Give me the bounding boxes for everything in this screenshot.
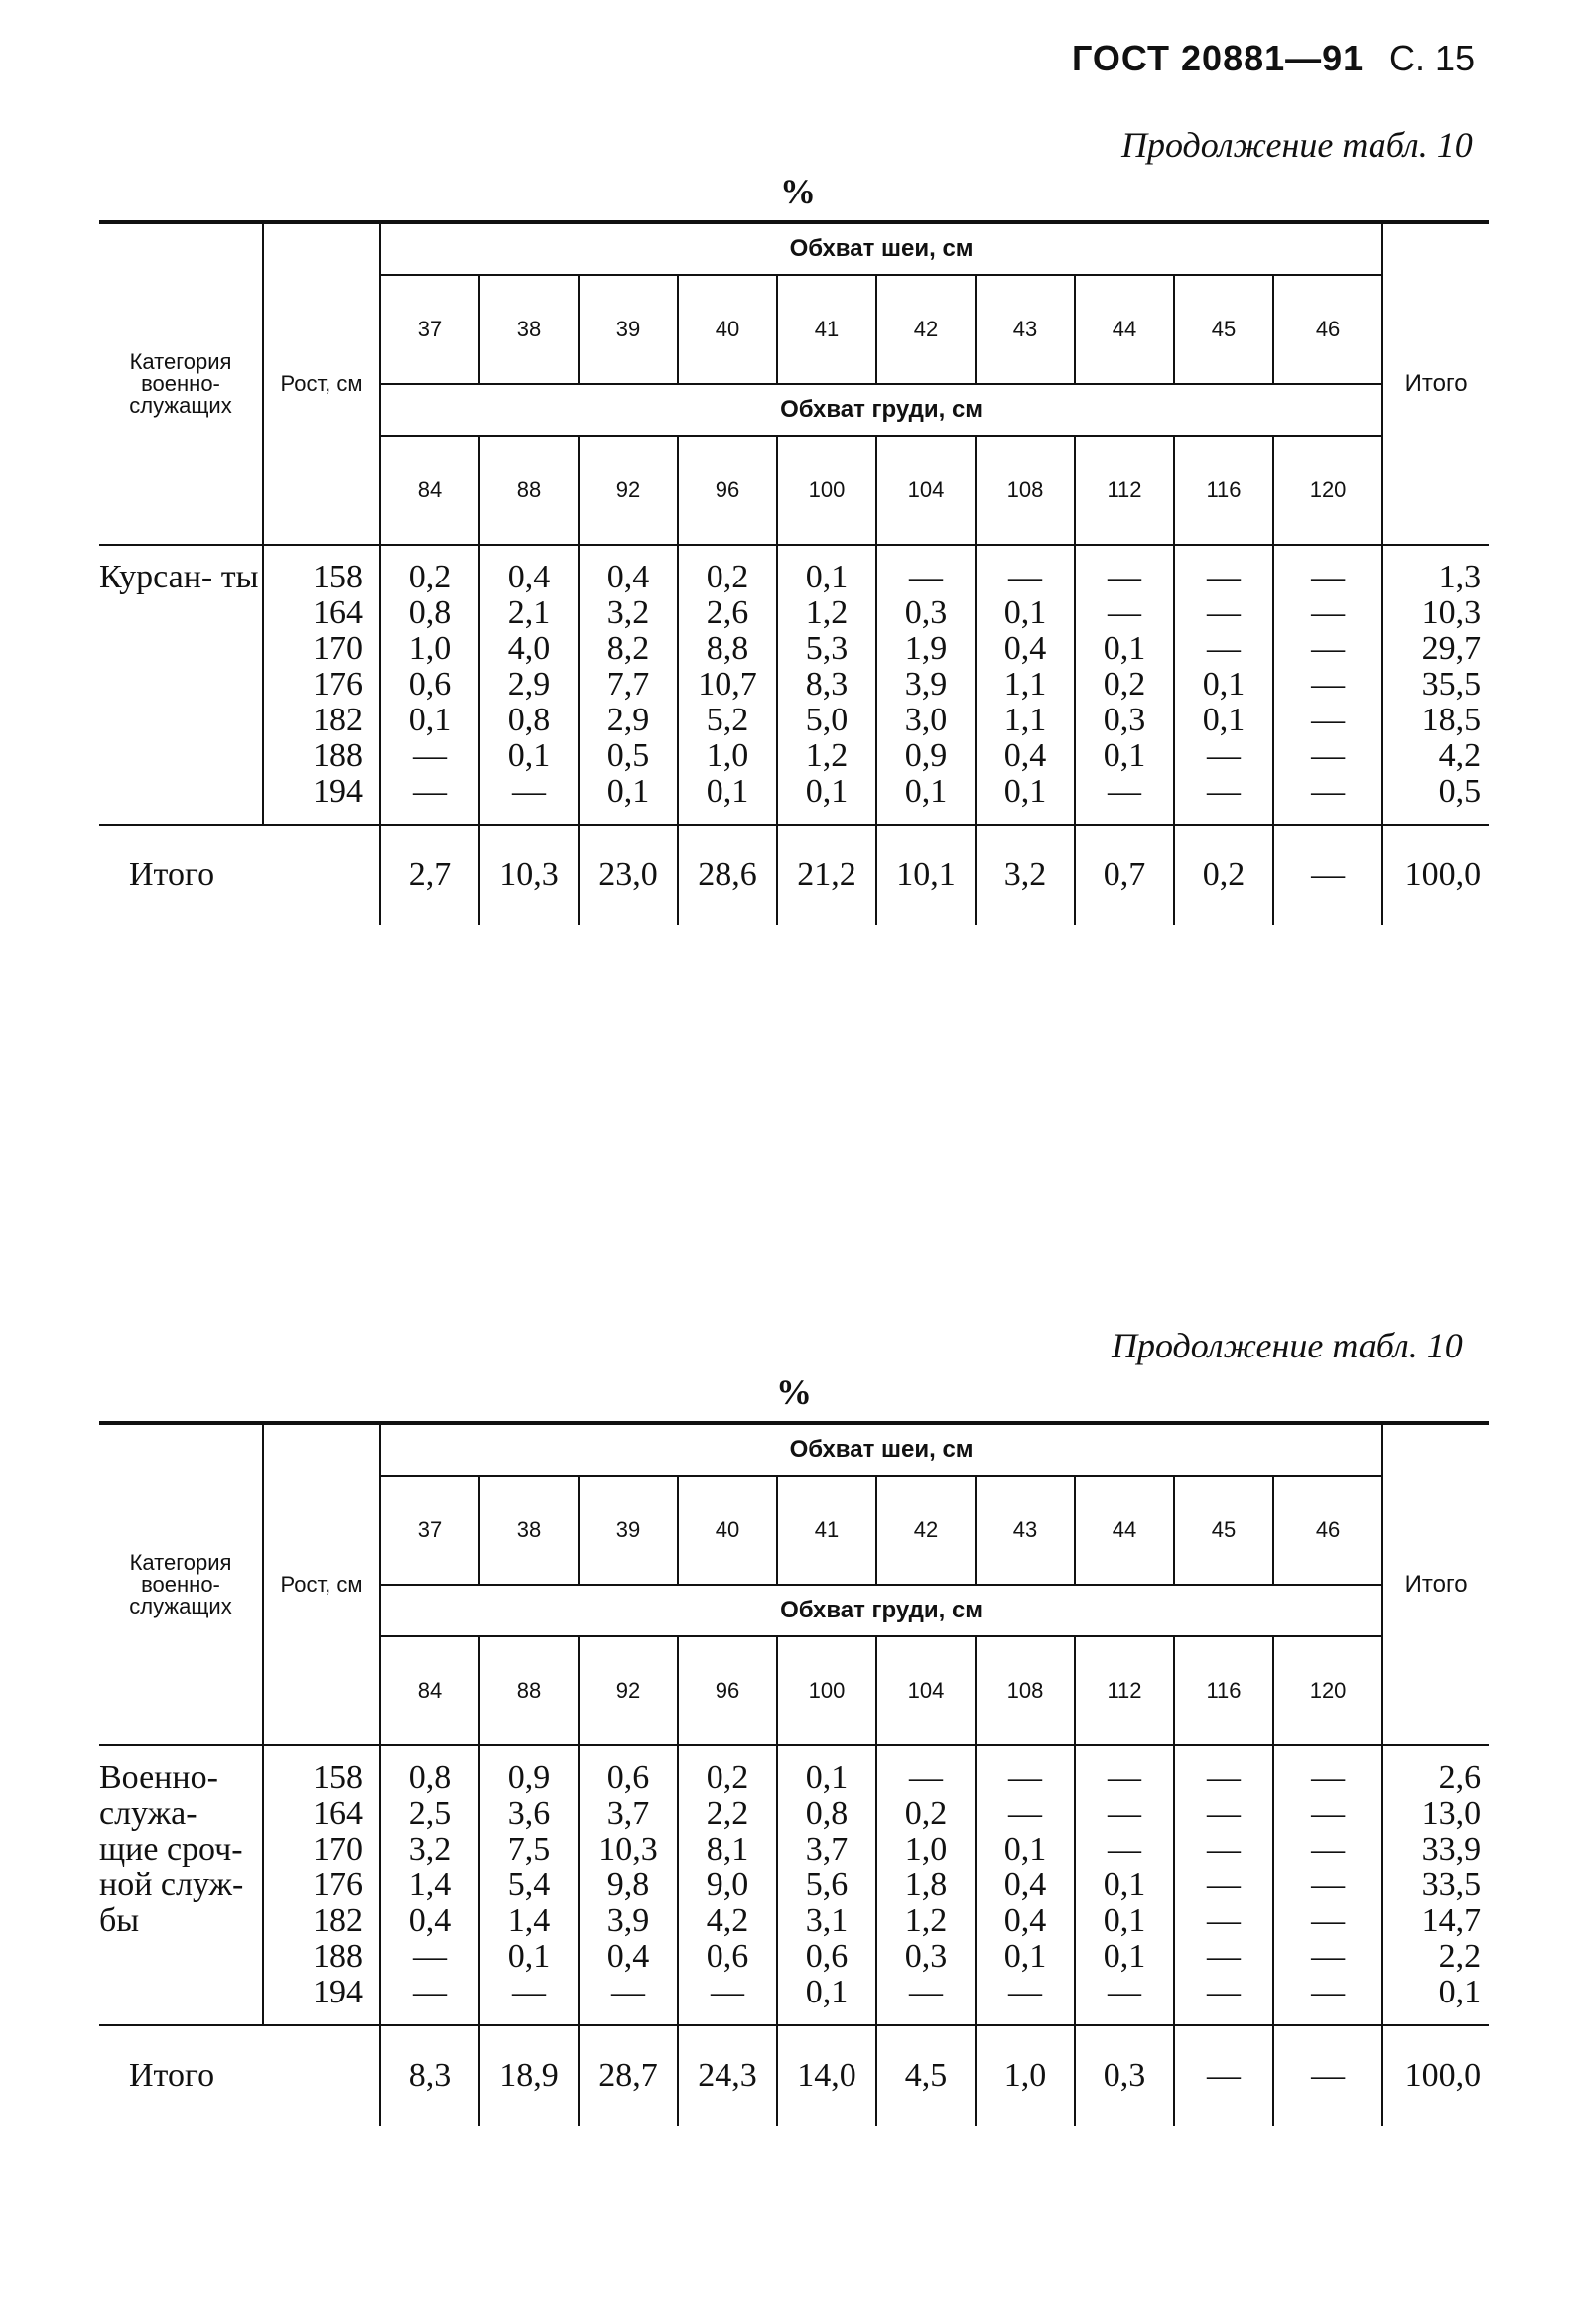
data-cell: 3,2 [408, 1831, 452, 1868]
data-cell: 3,6 [507, 1795, 551, 1832]
data-cell: — [1207, 630, 1241, 667]
data-cell: 0,1 [1103, 630, 1146, 667]
data-cell: 0,1 [507, 737, 551, 774]
data-cell: 0,1 [706, 773, 749, 810]
data-cell: 0,3 [904, 1938, 948, 1975]
total-label: Итого [99, 825, 380, 925]
data-cell: 0,4 [606, 559, 650, 595]
data-cell: 8,1 [706, 1831, 749, 1868]
data-cell: 0,4 [606, 1938, 650, 1975]
data-cell: 1,2 [805, 594, 849, 631]
data-cell: 1,0 [706, 737, 749, 774]
column-total: 18,9 [479, 2025, 579, 2126]
data-cell: 0,1 [1003, 1831, 1047, 1868]
data-cell: — [1311, 773, 1346, 810]
data-cell: 2,9 [606, 702, 650, 738]
column-total: — [1174, 2025, 1273, 2126]
data-column [579, 545, 678, 825]
data-column [1174, 545, 1273, 825]
data-cell: 1,2 [805, 737, 849, 774]
neck-size: 39 [579, 275, 678, 384]
data-cell: — [1008, 1974, 1042, 2010]
column-total: 0,2 [1174, 825, 1273, 925]
data-column [876, 1745, 976, 2025]
row-total: 33,9 [1421, 1831, 1482, 1868]
chest-size: 120 [1309, 477, 1347, 502]
chest-size: 92 [579, 1636, 678, 1745]
column-total: 2,7 [380, 825, 479, 925]
data-cell: 0,1 [1103, 1867, 1146, 1903]
neck-size: 42 [876, 275, 976, 384]
chest-size: 112 [1075, 436, 1174, 545]
data-cell: 1,8 [904, 1867, 948, 1903]
data-cell: 1,4 [408, 1867, 452, 1903]
data-column [1174, 1745, 1273, 2025]
chest-size: 108 [976, 436, 1075, 545]
data-cell: — [909, 1974, 943, 2010]
data-cell: — [1207, 1831, 1241, 1868]
neck-size: 38 [479, 275, 579, 384]
data-cell: 0,8 [507, 702, 551, 738]
data-cell: 5,4 [507, 1867, 551, 1903]
data-cell: — [1008, 1795, 1042, 1832]
row-total: 29,7 [1421, 630, 1482, 667]
column-total: 0,3 [1075, 2025, 1174, 2126]
data-cell: — [1207, 559, 1241, 595]
data-cell: 9,8 [606, 1867, 650, 1903]
rost-value: 188 [313, 1938, 363, 1975]
data-cell: — [1207, 1867, 1241, 1903]
data-cell: 3,2 [606, 594, 650, 631]
data-column [876, 545, 976, 825]
rost-value: 170 [313, 1831, 363, 1868]
data-cell: — [1108, 1974, 1141, 2010]
data-cell: — [1008, 1759, 1042, 1796]
data-cell: 7,5 [507, 1831, 551, 1868]
chest-size: 88 [479, 1636, 579, 1745]
data-cell: — [909, 559, 943, 595]
data-cell: 2,6 [706, 594, 749, 631]
column-total: 28,6 [678, 825, 777, 925]
data-cell: 4,2 [706, 1902, 749, 1939]
data-cell: — [413, 1938, 447, 1975]
data-cell: 5,3 [805, 630, 849, 667]
data-cell: 1,1 [1003, 702, 1047, 738]
data-cell: 5,0 [805, 702, 849, 738]
data-column [579, 1745, 678, 2025]
chest-size: 116 [1174, 1636, 1273, 1745]
header-chest-group: Обхват груди, см [380, 1585, 1382, 1636]
row-total: 0,1 [1438, 1974, 1482, 2010]
rost-column [263, 1745, 380, 2025]
data-cell: 3,1 [805, 1902, 849, 1939]
data-cell: 0,1 [805, 1759, 849, 1796]
neck-size: 40 [678, 275, 777, 384]
data-cell: — [1207, 1759, 1241, 1796]
header-rost: Рост, см [263, 1423, 380, 1745]
rost-value: 158 [313, 559, 363, 595]
data-column [678, 1745, 777, 2025]
data-cell: 0,6 [408, 666, 452, 703]
row-total: 33,5 [1421, 1867, 1482, 1903]
neck-size: 40 [678, 1476, 777, 1585]
data-cell: 0,1 [1003, 594, 1047, 631]
chest-size: 104 [876, 1636, 976, 1745]
data-cell: 0,1 [805, 773, 849, 810]
grand-total: 100,0 [1382, 825, 1489, 925]
data-cell: — [512, 773, 546, 810]
data-cell: 0,5 [606, 737, 650, 774]
percent-sign-1: % [780, 172, 816, 211]
data-cell: — [413, 773, 447, 810]
row-total: 2,2 [1438, 1938, 1482, 1975]
column-total: 21,2 [777, 825, 876, 925]
column-total: 24,3 [678, 2025, 777, 2126]
data-cell: 8,3 [805, 666, 849, 703]
column-total: 0,7 [1075, 825, 1174, 925]
neck-size: 45 [1174, 1476, 1273, 1585]
chest-size: 100 [777, 1636, 876, 1745]
grand-total: 100,0 [1382, 2025, 1489, 2126]
data-cell: — [1311, 1831, 1346, 1868]
data-cell: — [1108, 773, 1141, 810]
data-cell: 0,6 [805, 1938, 849, 1975]
header-neck-group: Обхват шеи, см [380, 1423, 1382, 1476]
data-cell: 0,3 [904, 594, 948, 631]
data-cell: — [1311, 559, 1346, 595]
neck-size: 44 [1075, 275, 1174, 384]
column-total: 28,7 [579, 2025, 678, 2126]
data-cell: 0,4 [1003, 737, 1047, 774]
rost-value: 182 [313, 1902, 363, 1939]
data-cell: — [1311, 1974, 1346, 2010]
data-cell: 0,1 [1103, 1902, 1146, 1939]
rost-value: 182 [313, 702, 363, 738]
rost-value: 188 [313, 737, 363, 774]
data-cell: 0,8 [408, 594, 452, 631]
data-column [479, 545, 579, 825]
page-number: С. 15 [1389, 38, 1476, 78]
data-cell: — [611, 1974, 645, 2010]
data-cell: — [1207, 773, 1241, 810]
data-cell: 0,3 [1103, 702, 1146, 738]
data-cell: — [1311, 1902, 1346, 1939]
data-column [1075, 545, 1174, 825]
data-cell: 0,1 [805, 1974, 849, 2010]
column-total: 10,3 [479, 825, 579, 925]
data-cell: — [1311, 1867, 1346, 1903]
data-cell: — [1207, 1938, 1241, 1975]
data-column [777, 545, 876, 825]
neck-size: 46 [1315, 1517, 1341, 1542]
row-total: 1,3 [1438, 559, 1482, 595]
data-cell: — [413, 1974, 447, 2010]
data-cell: — [1207, 737, 1241, 774]
row-total: 13,0 [1421, 1795, 1482, 1832]
data-column [1075, 1745, 1174, 2025]
data-cell: 0,4 [408, 1902, 452, 1939]
data-cell: 0,6 [606, 1759, 650, 1796]
data-cell: 0,4 [507, 559, 551, 595]
data-cell: — [1108, 1795, 1141, 1832]
column-total: 1,0 [976, 2025, 1075, 2126]
data-cell: 0,1 [1003, 773, 1047, 810]
data-cell: 0,9 [904, 737, 948, 774]
row-total: 10,3 [1421, 594, 1482, 631]
data-cell: 0,8 [408, 1759, 452, 1796]
chest-size: 96 [678, 436, 777, 545]
data-column [380, 1745, 479, 2025]
category-name: Военно- служа- щие сроч- ной служ- бы [99, 1745, 263, 2025]
data-cell: 0,1 [805, 559, 849, 595]
data-cell: 3,7 [606, 1795, 650, 1832]
data-cell: 3,9 [904, 666, 948, 703]
data-cell: — [1311, 630, 1346, 667]
data-cell: 3,9 [606, 1902, 650, 1939]
data-column [479, 1745, 579, 2025]
table-cadets [99, 220, 1489, 925]
data-cell: 5,6 [805, 1867, 849, 1903]
header-itogo: Итого [1382, 222, 1489, 545]
data-cell: 1,4 [507, 1902, 551, 1939]
data-column [976, 1745, 1075, 2025]
data-cell: — [1311, 666, 1346, 703]
column-total: 10,1 [876, 825, 976, 925]
data-cell: — [1311, 594, 1346, 631]
rost-value: 158 [313, 1759, 363, 1796]
header-category: Категория военно- служащих [99, 222, 263, 545]
row-total: 0,5 [1438, 773, 1482, 810]
continuation-caption-2: Продолжение табл. 10 [1112, 1326, 1463, 1365]
data-cell: — [1207, 1902, 1241, 1939]
data-cell: — [1207, 1974, 1241, 2010]
data-cell: 0,2 [904, 1795, 948, 1832]
data-cell: — [1311, 1759, 1346, 1796]
row-total: 2,6 [1438, 1759, 1482, 1796]
data-cell: 0,1 [606, 773, 650, 810]
continuation-caption-1: Продолжение табл. 10 [1121, 125, 1473, 165]
data-cell: — [1008, 559, 1042, 595]
row-total: 35,5 [1421, 666, 1482, 703]
data-column [380, 545, 479, 825]
data-cell: — [1108, 1831, 1141, 1868]
data-cell: — [1311, 702, 1346, 738]
data-cell: 0,4 [1003, 1867, 1047, 1903]
data-column [678, 545, 777, 825]
rost-value: 194 [313, 773, 363, 810]
data-cell: 0,1 [507, 1938, 551, 1975]
rost-value: 176 [313, 1867, 363, 1903]
data-cell: 3,0 [904, 702, 948, 738]
data-cell: — [1311, 1795, 1346, 1832]
chest-size: 104 [876, 436, 976, 545]
data-cell: — [1108, 594, 1141, 631]
data-cell: 2,9 [507, 666, 551, 703]
data-cell: — [1108, 1759, 1141, 1796]
data-cell: 0,1 [1003, 1938, 1047, 1975]
header-rost: Рост, см [263, 222, 380, 545]
data-cell: 0,2 [706, 559, 749, 595]
data-cell: — [1108, 559, 1141, 595]
data-cell: 10,3 [598, 1831, 658, 1868]
data-cell: — [1311, 737, 1346, 774]
neck-size: 42 [876, 1476, 976, 1585]
column-total: — [1273, 825, 1382, 925]
data-cell: 5,2 [706, 702, 749, 738]
percent-sign-2: % [776, 1372, 812, 1412]
data-cell: — [512, 1974, 546, 2010]
data-cell: 3,7 [805, 1831, 849, 1868]
data-cell: 7,7 [606, 666, 650, 703]
data-cell: 8,8 [706, 630, 749, 667]
row-total: 14,7 [1421, 1902, 1482, 1939]
row-totals-column [1382, 545, 1489, 825]
neck-size: 37 [380, 275, 479, 384]
data-cell: 4,0 [507, 630, 551, 667]
neck-size: 44 [1075, 1476, 1174, 1585]
neck-size: 39 [579, 1476, 678, 1585]
data-cell: — [1207, 1795, 1241, 1832]
data-cell: 9,0 [706, 1867, 749, 1903]
data-column [1273, 1745, 1382, 2025]
data-cell: 0,8 [805, 1795, 849, 1832]
data-cell: 0,1 [1103, 1938, 1146, 1975]
chest-size: 92 [579, 436, 678, 545]
chest-size: 120 [1309, 1678, 1347, 1703]
data-cell: 2,5 [408, 1795, 452, 1832]
chest-size: 100 [777, 436, 876, 545]
data-column [777, 1745, 876, 2025]
header-chest-group: Обхват груди, см [380, 384, 1382, 436]
data-column [976, 545, 1075, 825]
column-total: 14,0 [777, 2025, 876, 2126]
data-cell: 0,4 [1003, 1902, 1047, 1939]
chest-size: 96 [678, 1636, 777, 1745]
data-cell: — [711, 1974, 744, 2010]
data-cell: 1,2 [904, 1902, 948, 1939]
neck-size: 46 [1315, 317, 1341, 341]
neck-size: 43 [976, 1476, 1075, 1585]
rost-value: 194 [313, 1974, 363, 2010]
neck-size: 41 [777, 275, 876, 384]
data-cell: — [1311, 1938, 1346, 1975]
chest-size: 112 [1075, 1636, 1174, 1745]
data-cell: — [1207, 594, 1241, 631]
neck-size: 38 [479, 1476, 579, 1585]
column-total: 3,2 [976, 825, 1075, 925]
data-cell: 0,2 [706, 1759, 749, 1796]
rost-value: 170 [313, 630, 363, 667]
total-label: Итого [99, 2025, 380, 2126]
row-totals-column [1382, 1745, 1489, 2025]
neck-size: 45 [1174, 275, 1273, 384]
rost-column [263, 545, 380, 825]
data-cell: — [413, 737, 447, 774]
data-cell: 1,1 [1003, 666, 1047, 703]
data-cell: 0,2 [1103, 666, 1146, 703]
data-cell: 10,7 [698, 666, 757, 703]
data-column [1273, 545, 1382, 825]
header-category: Категория военно- служащих [99, 1423, 263, 1745]
column-total: 8,3 [380, 2025, 479, 2126]
chest-size: 88 [479, 436, 579, 545]
document-number: ГОСТ 20881—91 [1072, 38, 1365, 78]
data-cell: 1,0 [904, 1831, 948, 1868]
chest-size: 84 [380, 436, 479, 545]
column-total: — [1273, 2025, 1382, 2126]
data-cell: 0,9 [507, 1759, 551, 1796]
column-total: 23,0 [579, 825, 678, 925]
header-neck-group: Обхват шеи, см [380, 222, 1382, 275]
data-cell: 2,1 [507, 594, 551, 631]
row-total: 18,5 [1421, 702, 1482, 738]
data-cell: 0,4 [1003, 630, 1047, 667]
data-cell: 0,6 [706, 1938, 749, 1975]
row-total: 4,2 [1438, 737, 1482, 774]
data-cell: 0,1 [1202, 702, 1246, 738]
data-cell: 0,1 [408, 702, 452, 738]
data-cell: 0,2 [408, 559, 452, 595]
data-cell: 0,1 [1103, 737, 1146, 774]
rost-value: 176 [313, 666, 363, 703]
data-cell: 2,2 [706, 1795, 749, 1832]
rost-value: 164 [313, 594, 363, 631]
data-cell: 8,2 [606, 630, 650, 667]
data-cell: 1,9 [904, 630, 948, 667]
rost-value: 164 [313, 1795, 363, 1832]
column-total: 4,5 [876, 2025, 976, 2126]
neck-size: 41 [777, 1476, 876, 1585]
category-name: Курсан- ты [99, 545, 263, 825]
neck-size: 37 [380, 1476, 479, 1585]
chest-size: 108 [976, 1636, 1075, 1745]
data-cell: 0,1 [1202, 666, 1246, 703]
data-cell: 1,0 [408, 630, 452, 667]
chest-size: 84 [380, 1636, 479, 1745]
data-cell: 0,1 [904, 773, 948, 810]
header-itogo: Итого [1382, 1423, 1489, 1745]
table-conscripts [99, 1421, 1489, 2126]
data-cell: — [909, 1759, 943, 1796]
chest-size: 116 [1174, 436, 1273, 545]
page-header [0, 38, 1574, 97]
neck-size: 43 [976, 275, 1075, 384]
